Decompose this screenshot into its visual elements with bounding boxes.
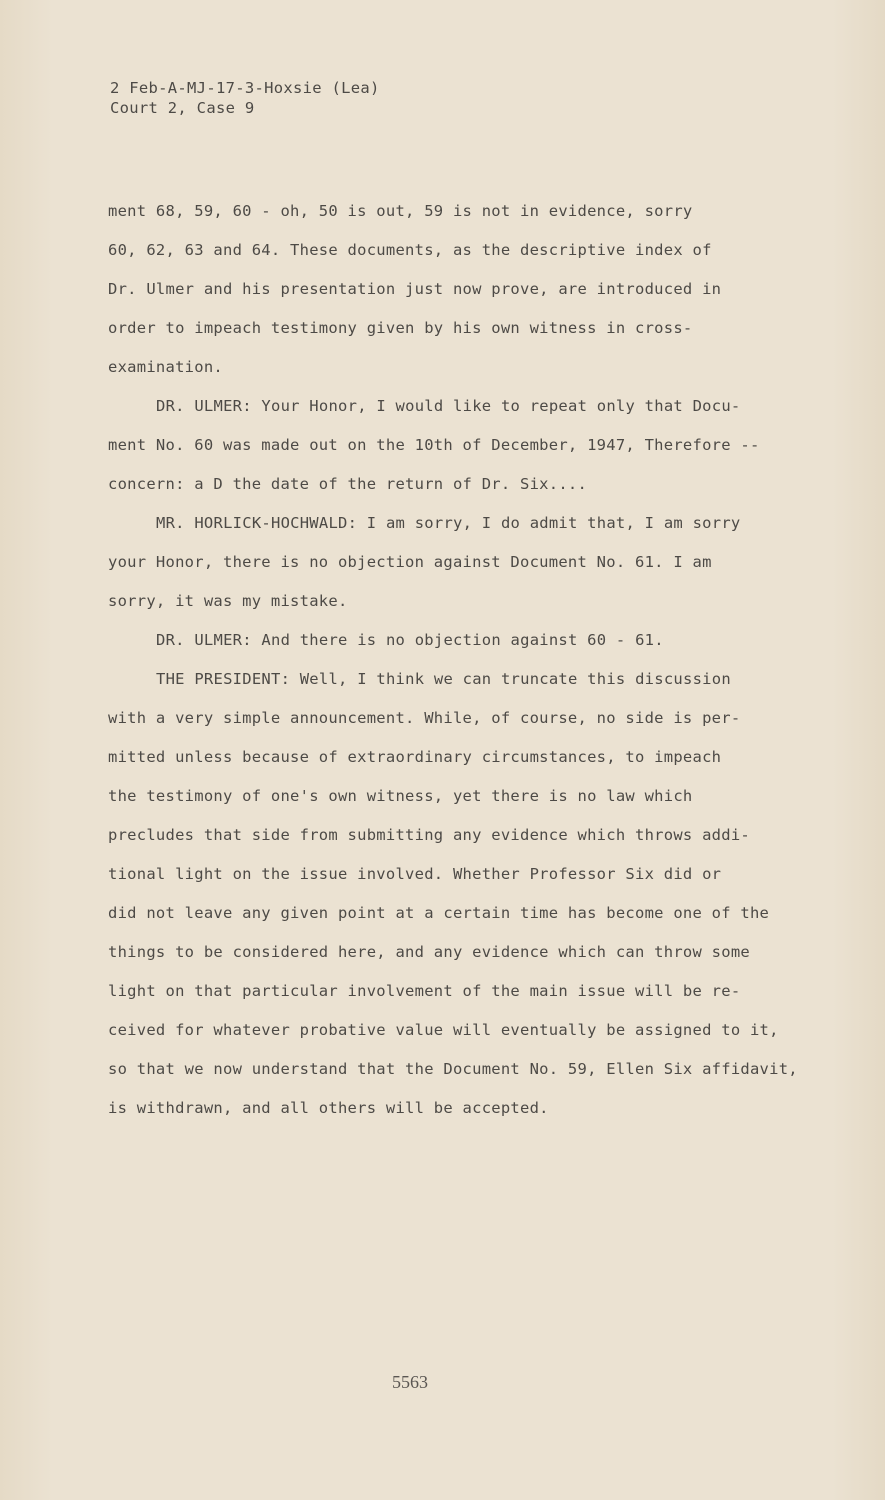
text-line: mitted unless because of extraordinary circumstances, to impeach	[108, 748, 722, 766]
page-header	[110, 78, 380, 118]
text-line: with a very simple announcement. While, of course, no side is per-	[108, 709, 741, 727]
text-line: light on that particular involvement of the main issue will be re-	[108, 982, 741, 1000]
text-line: THE PRESIDENT: Well, I think we can truncate this discussion	[156, 670, 731, 688]
page-number: 5563	[392, 1372, 428, 1392]
text-line: so that we now understand that the Document No. 59, Ellen Six affidavit,	[108, 1060, 798, 1078]
text-line: the testimony of one's own witness, yet there is no law which	[108, 787, 693, 805]
text-line: sorry, it was my mistake.	[108, 592, 348, 610]
text-line: ment 68, 59, 60 - oh, 50 is out, 59 is not in evidence, sorry	[108, 202, 693, 220]
text-line: examination.	[108, 358, 223, 376]
text-line: things to be considered here, and any evidence which can throw some	[108, 943, 750, 961]
text-line: 60, 62, 63 and 64. These documents, as the descriptive index of	[108, 241, 712, 259]
text-line: is withdrawn, and all others will be accepted.	[108, 1099, 549, 1117]
text-line: did not leave any given point at a certain time has become one of the	[108, 904, 770, 922]
text-line: ment No. 60 was made out on the 10th of December, 1947, Therefore --	[108, 436, 760, 454]
text-line: concern: a D the date of the return of Dr. Six....	[108, 475, 588, 493]
transcript-body	[108, 192, 818, 1128]
header-line-1: 2 Feb-A-MJ-17-3-Hoxsie (Lea)	[110, 79, 380, 97]
text-line: DR. ULMER: Your Honor, I would like to repeat only that Docu-	[156, 397, 741, 415]
text-line: precludes that side from submitting any evidence which throws addi-	[108, 826, 750, 844]
text-line: MR. HORLICK-HOCHWALD: I am sorry, I do admit that, I am sorry	[156, 514, 741, 532]
text-line: DR. ULMER: And there is no objection against 60 - 61.	[156, 631, 664, 649]
text-line: tional light on the issue involved. Whether Professor Six did or	[108, 865, 722, 883]
text-line: order to impeach testimony given by his own witness in cross-	[108, 319, 693, 337]
header-line-2: Court 2, Case 9	[110, 99, 255, 117]
text-line: Dr. Ulmer and his presentation just now prove, are introduced in	[108, 280, 722, 298]
text-line: your Honor, there is no objection against Document No. 61. I am	[108, 553, 712, 571]
text-line: ceived for whatever probative value will eventually be assigned to it,	[108, 1021, 779, 1039]
